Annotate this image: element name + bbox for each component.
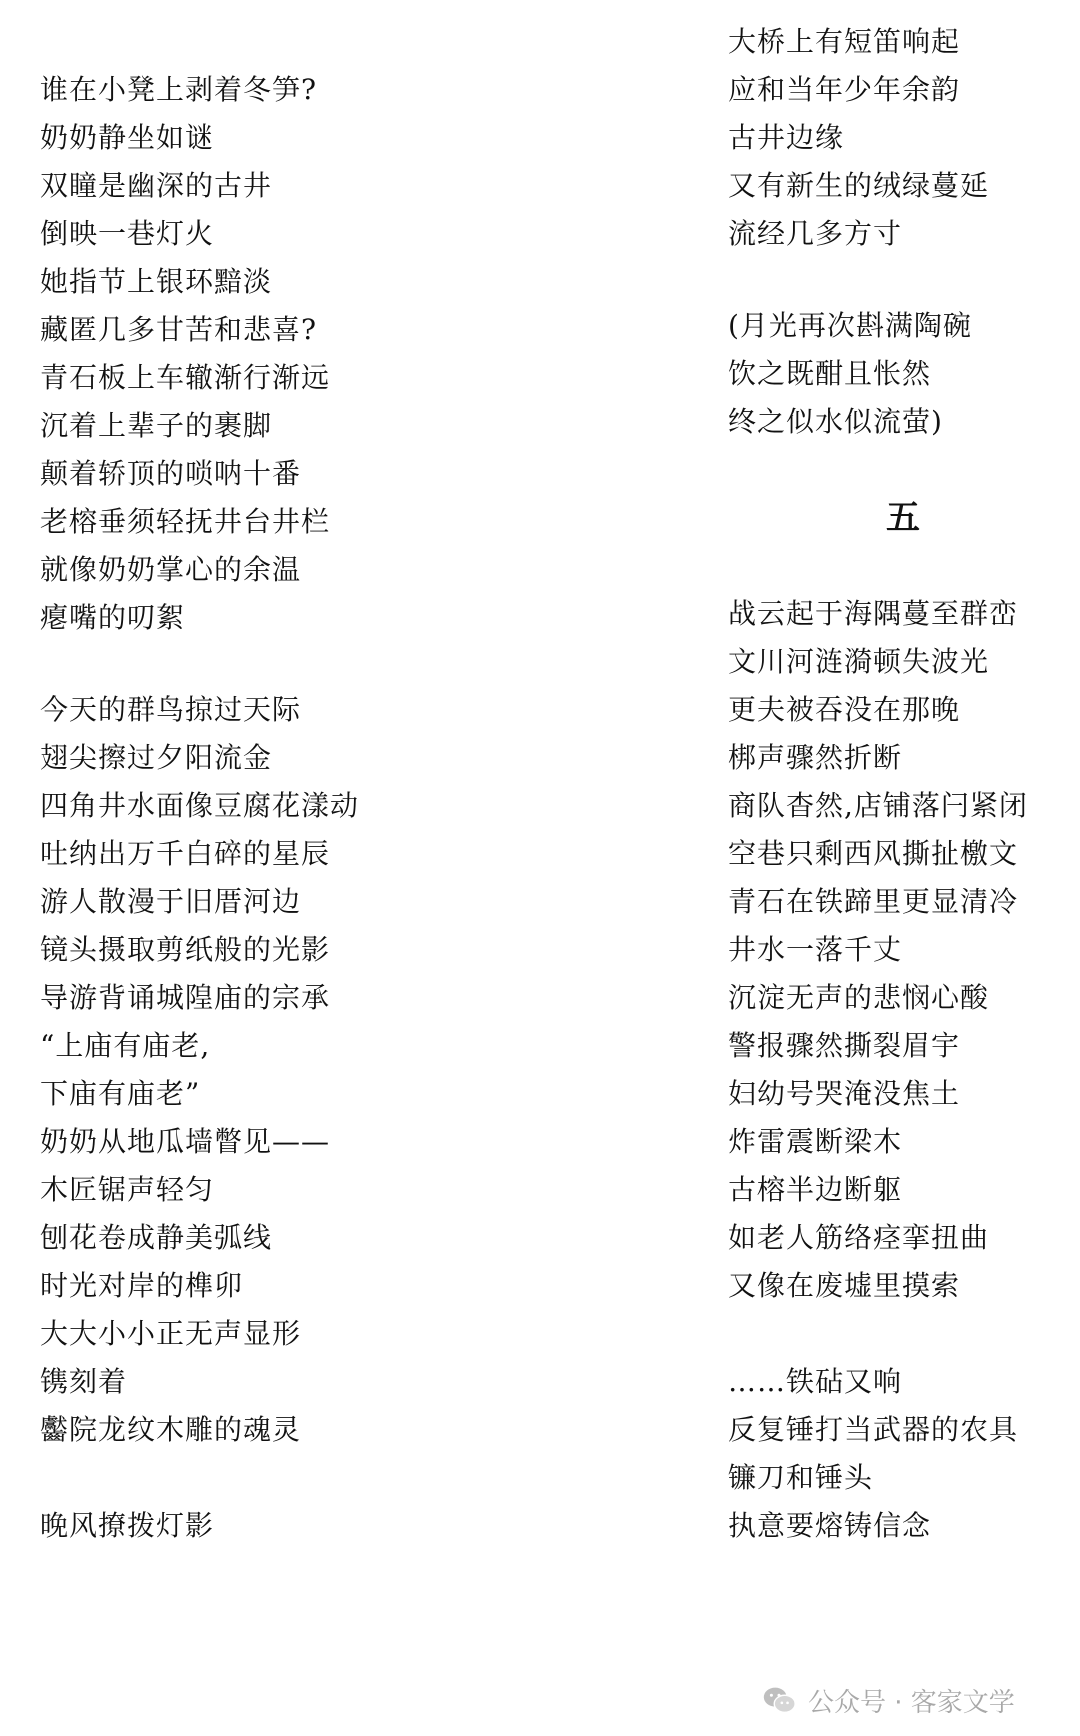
- poem-line: 木匠锯声轻匀: [40, 1173, 215, 1206]
- poem-line: 饮之既酣且怅然: [728, 357, 932, 390]
- poem-line: 青石在铁蹄里更显清冷: [728, 885, 1019, 918]
- poem-line: 颠着轿顶的唢呐十番: [40, 457, 302, 490]
- poem-line: 倒映一巷灯火: [40, 217, 215, 250]
- poem-line: 她指节上银环黯淡: [40, 265, 273, 298]
- poem-line: 又有新生的绒绿蔓延: [728, 169, 990, 202]
- poem-line: 文川河涟漪顿失波光: [728, 645, 990, 678]
- poem-line: 刨花卷成静美弧线: [40, 1221, 273, 1254]
- poem-line: 青石板上车辙渐行渐远: [40, 361, 331, 394]
- poem-line: ……铁砧又响: [728, 1365, 903, 1398]
- poem-line: 炸雷震断梁木: [728, 1125, 903, 1158]
- poem-line: 就像奶奶掌心的余温: [40, 553, 302, 586]
- poem-line: 梆声骤然折断: [728, 741, 903, 774]
- poem-line: 镌刻着: [40, 1365, 128, 1398]
- poem-line: 藏匿几多甘苦和悲喜?: [40, 313, 318, 346]
- poem-line: 又像在废墟里摸索: [728, 1269, 961, 1302]
- poem-line: 镰刀和锤头: [728, 1461, 874, 1494]
- poem-line: 老榕垂须轻抚井台井栏: [40, 505, 331, 538]
- poem-line: 时光对岸的榫卯: [40, 1269, 244, 1302]
- poem-line: 镜头摄取剪纸般的光影: [40, 933, 331, 966]
- poem-line: 战云起于海隅蔓至群峦: [728, 597, 1019, 630]
- poem-line: 晚风撩拨灯影: [40, 1509, 215, 1542]
- watermark: [760, 1676, 1015, 1724]
- poem-line: 沉淀无声的悲悯心酸: [728, 981, 990, 1014]
- poem-line: 四角井水面像豆腐花漾动: [40, 789, 360, 822]
- poem-line: 齾院龙纹木雕的魂灵: [40, 1413, 302, 1446]
- poem-line: 流经几多方寸: [728, 217, 903, 250]
- watermark-text: 公众号 · 客家文学: [808, 1687, 1015, 1718]
- poem-line: “上庙有庙老,: [40, 1029, 211, 1062]
- poem-line: 终之似水似流萤): [728, 405, 943, 438]
- poem-line: 翅尖擦过夕阳流金: [40, 741, 273, 774]
- poem-line: 游人散漫于旧厝河边: [40, 885, 302, 918]
- poem-line: 大桥上有短笛响起: [728, 25, 961, 58]
- poem-line: 更夫被吞没在那晚: [728, 693, 961, 726]
- poem-line: 执意要熔铸信念: [728, 1509, 932, 1542]
- poem-line: 沉着上辈子的裹脚: [40, 409, 273, 442]
- poem-line: 双瞳是幽深的古井: [40, 169, 273, 202]
- poem-line: 商队杳然,店铺落闩紧闭: [728, 789, 1028, 822]
- poem-line: 今天的群鸟掠过天际: [40, 693, 302, 726]
- poem-line: 导游背诵城隍庙的宗承: [40, 981, 331, 1014]
- poem-line: 如老人筋络痉挛扭曲: [728, 1221, 990, 1254]
- poem-line: 妇幼号哭淹没焦土: [728, 1077, 961, 1110]
- poem-line: 奶奶静坐如谜: [40, 121, 215, 154]
- poem-line: 下庙有庙老”: [40, 1077, 201, 1110]
- poem-line: 吐纳出万千白碎的星辰: [40, 837, 331, 870]
- poem-line: 奶奶从地瓜墙瞥见——: [40, 1125, 331, 1158]
- poem-line: (月光再次斟满陶碗: [728, 309, 972, 342]
- poem-line: 谁在小凳上剥着冬笋?: [40, 73, 318, 106]
- poem-line: 古榕半边断躯: [728, 1173, 903, 1206]
- poem-line: 井水一落千丈: [728, 933, 903, 966]
- poem-line: 大大小小正无声显形: [40, 1317, 302, 1350]
- poem-line: 瘪嘴的叨絮: [40, 601, 186, 634]
- wechat-logo-icon: [760, 1681, 798, 1719]
- poem-line: 警报骤然撕裂眉宇: [728, 1029, 961, 1062]
- poem-line: 空巷只剩西风撕扯檄文: [728, 837, 1019, 870]
- section-heading: 五: [886, 498, 921, 538]
- poem-line: 反复锤打当武器的农具: [728, 1413, 1019, 1446]
- poem-line: 应和当年少年余韵: [728, 73, 961, 106]
- poem-line: 古井边缘: [728, 121, 845, 154]
